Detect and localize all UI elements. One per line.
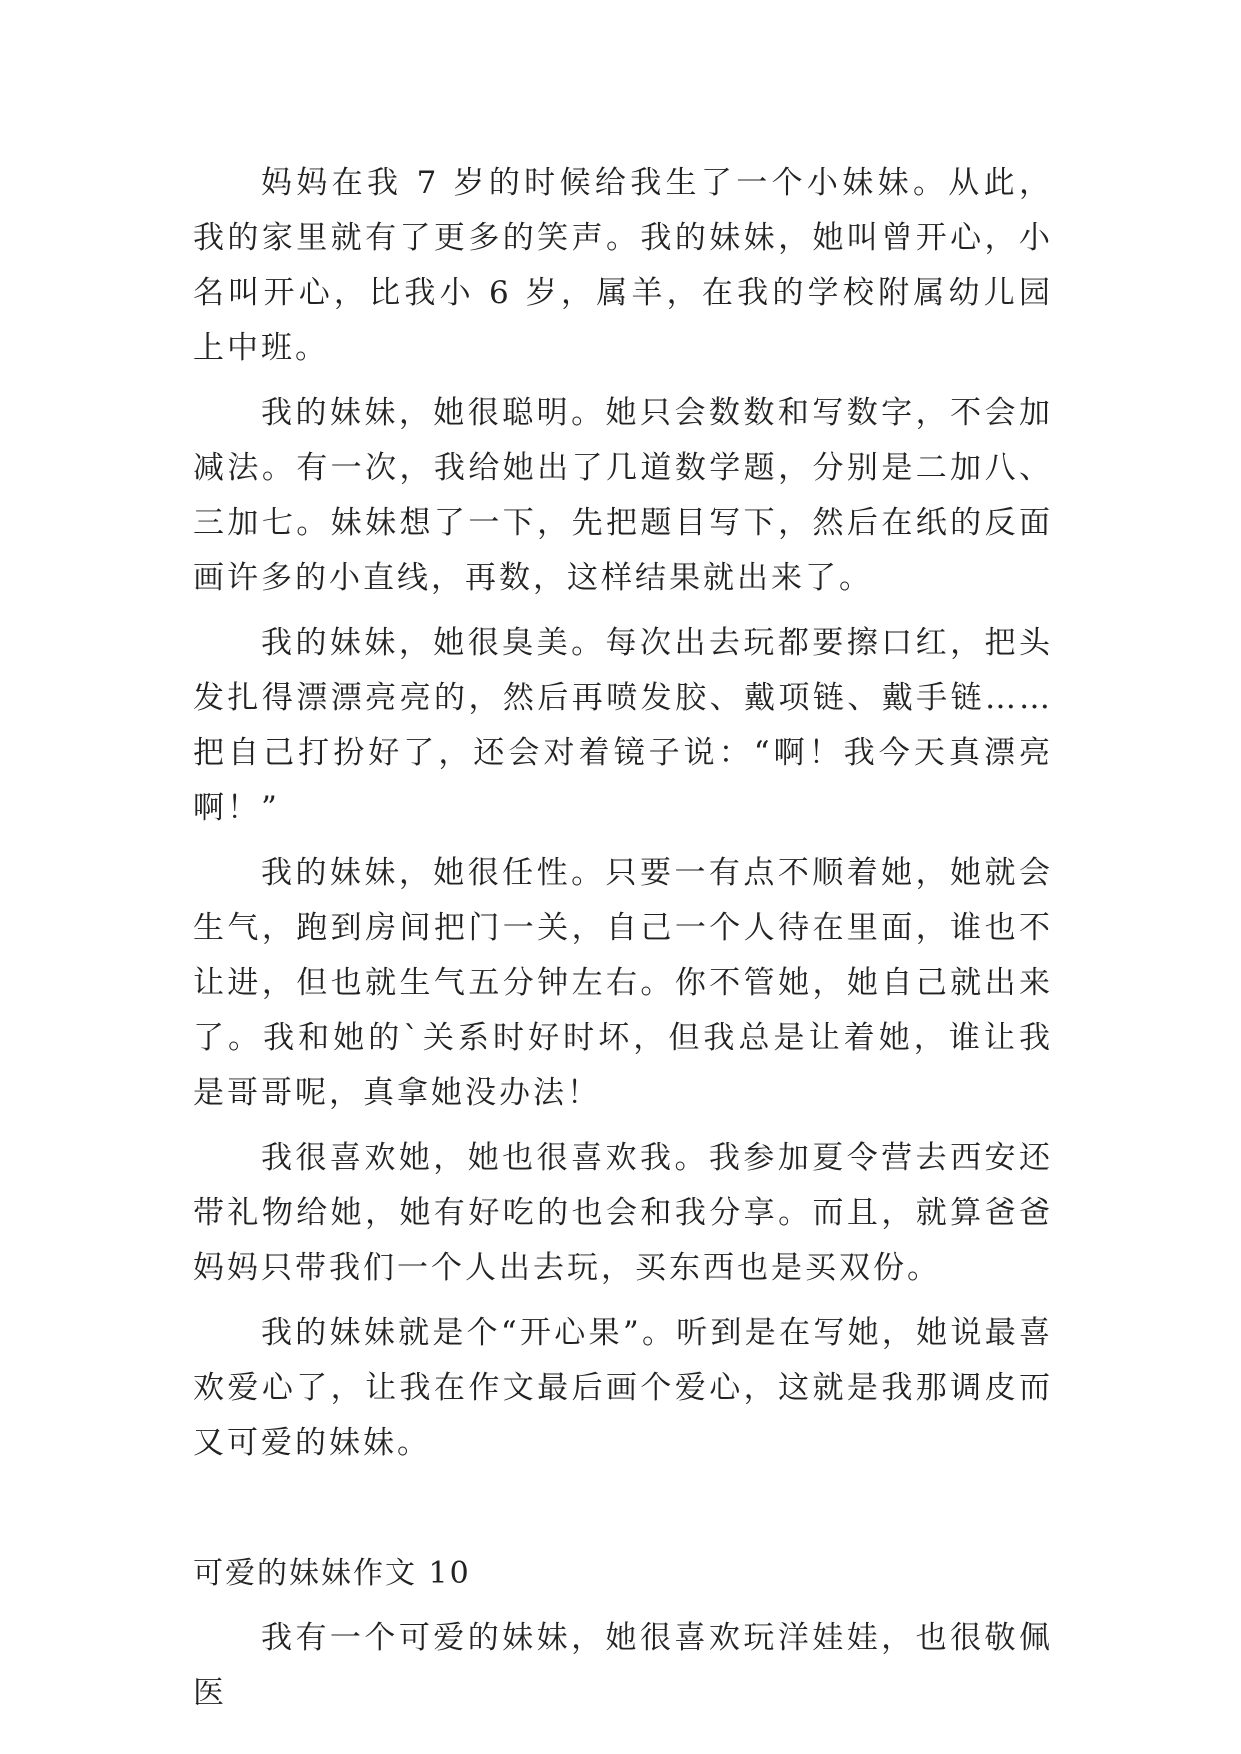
paragraph-4: 我的妹妹，她很任性。只要一有点不顺着她，她就会生气，跑到房间把门一关，自己一个人待在里面，谁也不让进，但也就生气五分钟左右。你不管她，她自己就出来了。我和她的`关系时好时坏，但我总是让着她，谁让我是哥哥呢，真拿她没办法！ [193,855,1053,1111]
paragraph-1: 妈妈在我 7 岁的时候给我生了一个小妹妹。从此，我的家里就有了更多的笑声。我的妹妹，她叫曾开心，小名叫开心，比我小 6 岁，属羊，在我的学校附属幼儿园上中班。 [193,165,1053,366]
paragraph-7: 我有一个可爱的妹妹，她很喜欢玩洋娃娃，也很敬佩医 [193,1620,1053,1711]
paragraph-3: 我的妹妹，她很臭美。每次出去玩都要擦口红，把头发扎得漂漂亮亮的，然后再喷发胶、戴项链、戴手链……把自己打扮好了，还会对着镜子说：“啊！我今天真漂亮啊！” [193,625,1053,826]
essay-body [193,156,1053,1731]
paragraph-5: 我很喜欢她，她也很喜欢我。我参加夏令营去西安还带礼物给她，她有好吃的也会和我分享。而且，就算爸爸妈妈只带我们一个人出去玩，买东西也是买双份。 [193,1140,1053,1286]
paragraph-2: 我的妹妹，她很聪明。她只会数数和写数字，不会加减法。有一次，我给她出了几道数学题，分别是二加八、三加七。妹妹想了一下，先把题目写下，然后在纸的反面画许多的小直线，再数，这样结果就出来了。 [193,395,1053,596]
paragraph-6: 我的妹妹就是个“开心果”。听到是在写她，她说最喜欢爱心了，让我在作文最后画个爱心，这就是我那调皮而又可爱的妹妹。 [193,1315,1053,1461]
essay-heading: 可爱的妹妹作文 10 [193,1556,471,1591]
